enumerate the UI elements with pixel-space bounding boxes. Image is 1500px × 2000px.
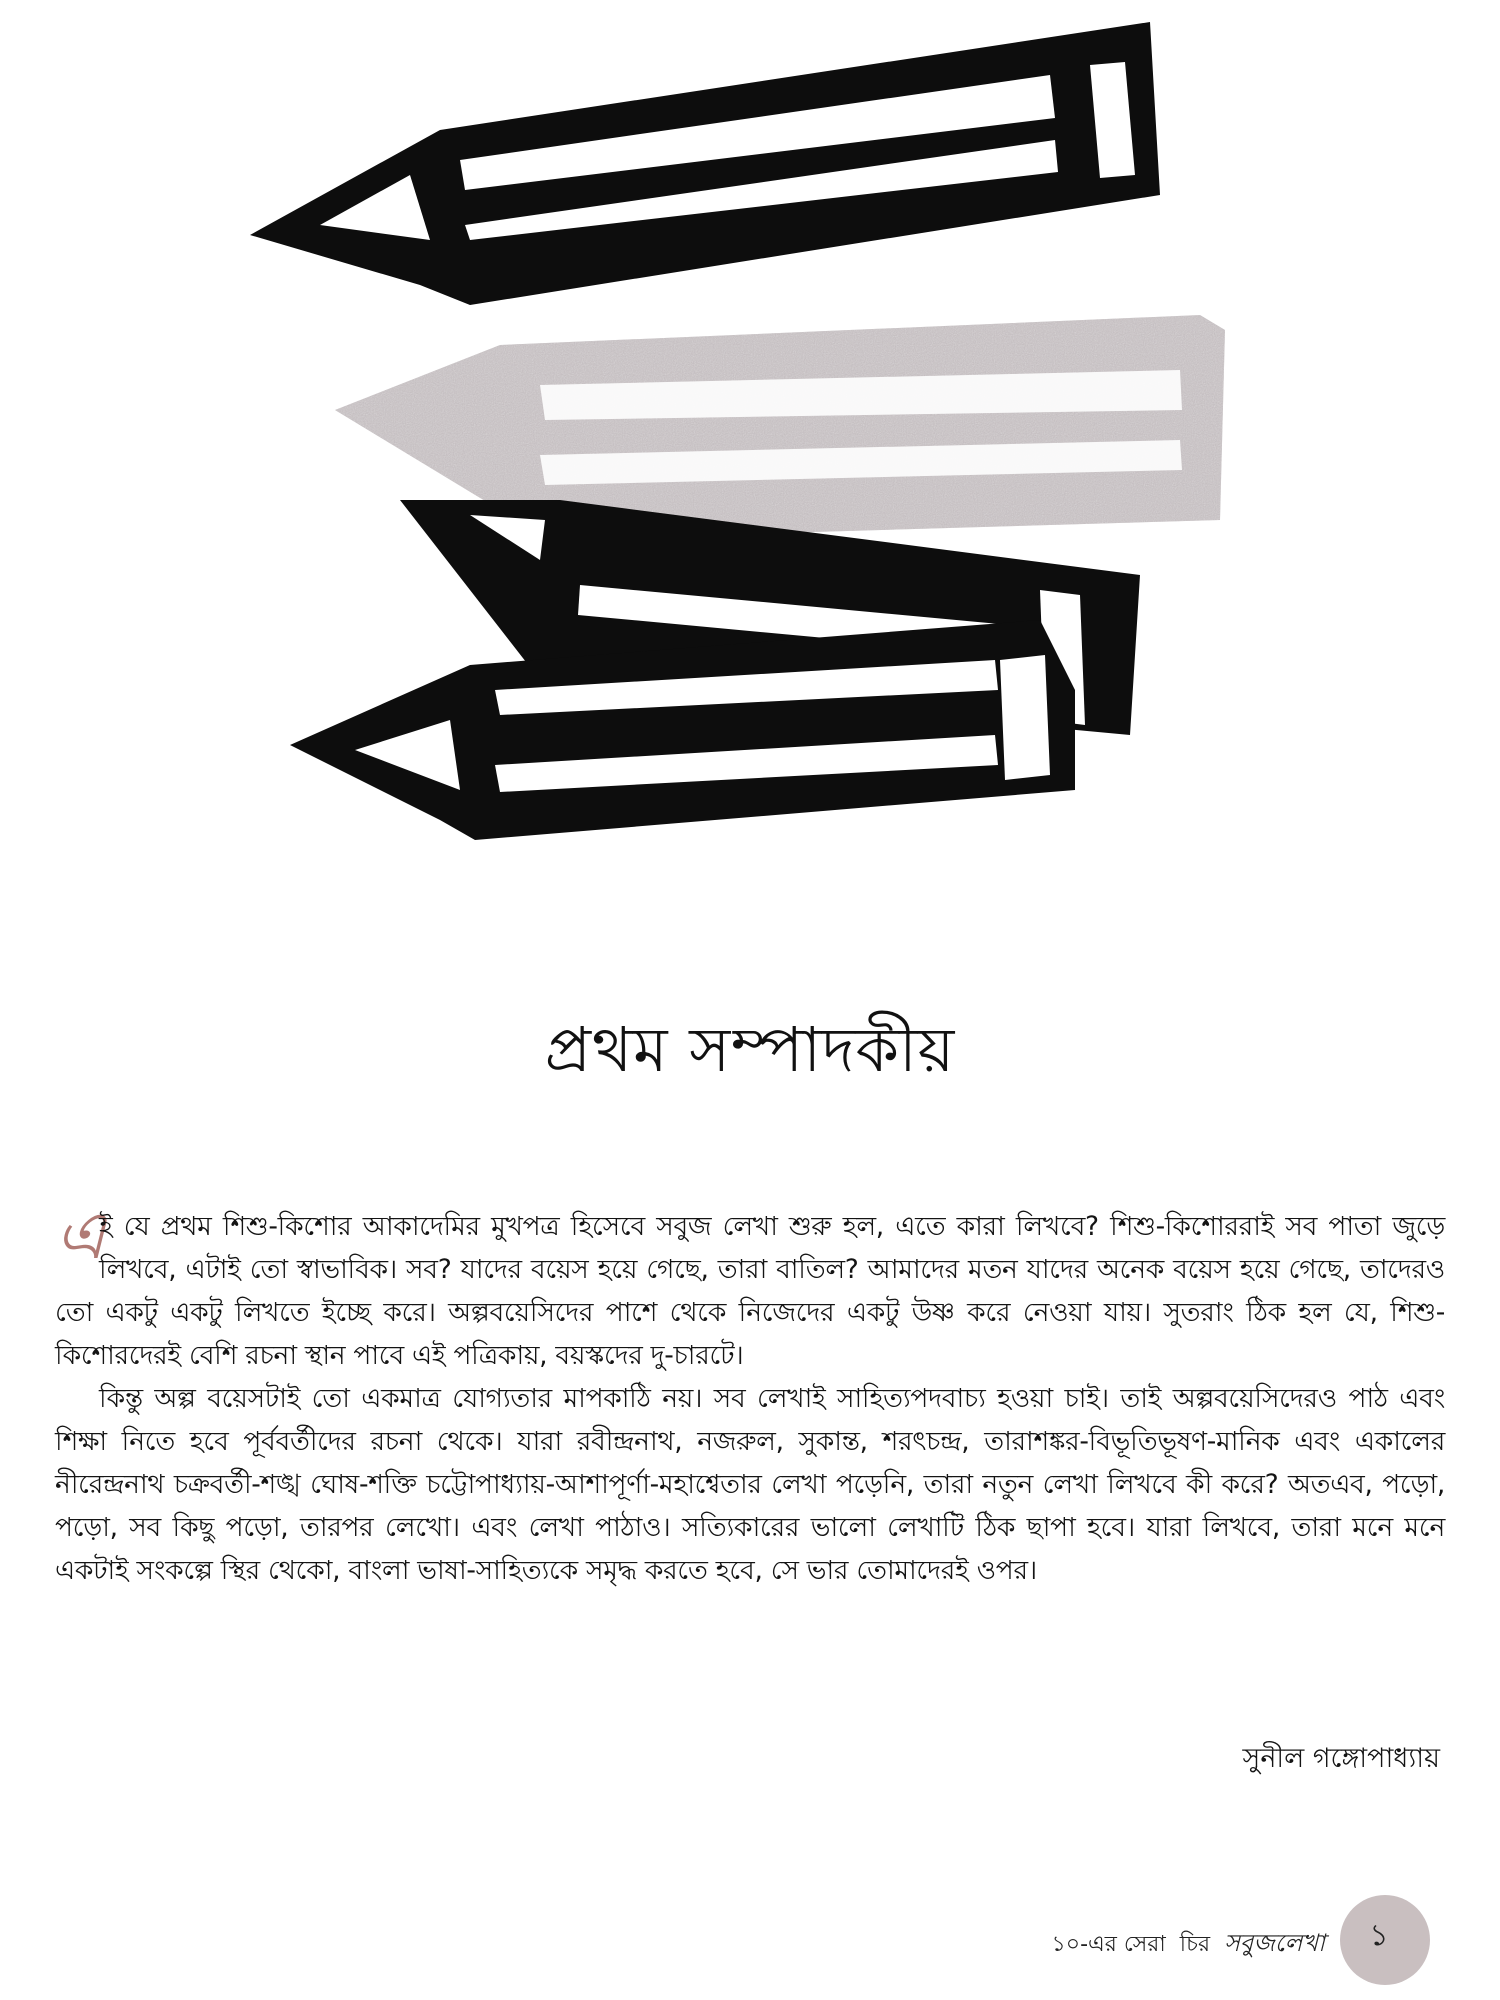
pencil-top-icon bbox=[250, 22, 1160, 305]
pencil-bottom-icon bbox=[290, 620, 1075, 840]
footer-brand: সবুজলেখা bbox=[1224, 1929, 1325, 1957]
page-number-badge bbox=[1340, 1895, 1430, 1985]
paragraph-1 bbox=[55, 1197, 1445, 1377]
page-number: ১ bbox=[1369, 1917, 1389, 1953]
editorial-body bbox=[55, 1197, 1445, 1592]
footer-series: ১০-এর সেরা bbox=[1051, 1932, 1166, 1957]
author-signature: সুনীল গঙ্গোপাধ্যায় bbox=[1242, 1743, 1440, 1774]
page-footer bbox=[1051, 1925, 1325, 1965]
paragraph-2: কিন্তু অল্প বয়েসটাই তো একমাত্র যোগ্যতার মাপকাঠি নয়। সব লেখাই সাহিত্যপদবাচ্য হওয়া চাই। তাই অল্পবয়েসিদেরও পাঠ এবং শিক্ষা নিতে হবে পূর্ববর্তীদের রচনা থেকে। যারা রবীন্দ্রনাথ, নজরুল, সুকান্ত, শরৎচন্দ্র, তারাশঙ্কর-বিভূতিভূষণ-মানিক এবং একালের নীরেন্দ্রনাথ চক্রবর্তী-শঙ্খ ঘোষ-শক্তি চট্টোপাধ্যায়-আশাপূর্ণা-মহাশ্বেতার লেখা পড়েনি, তারা নতুন লেখা লিখবে কী করে? অতএব, পড়ো, পড়ো, সব কিছু পড়ো, তারপর লেখো। এবং লেখা পাঠাও। সত্যিকারের ভালো লেখাটি ঠিক ছাপা হবে। যারা লিখবে, তারা মনে মনে একটাই সংকল্পে স্থির থেকো, বাংলা ভাষা-সাহিত্যকে সমৃদ্ধ করতে হবে, সে ভার তোমাদেরই ওপর। bbox=[55, 1383, 1445, 1586]
page-title: প্রথম সম্পাদকীয় bbox=[544, 1013, 956, 1086]
pencils-illustration bbox=[0, 0, 1500, 880]
footer-label: চির bbox=[1179, 1932, 1211, 1957]
drop-cap: এ bbox=[55, 1197, 105, 1274]
paragraph-1-text: ই যে প্রথম শিশু-কিশোর আকাদেমির মুখপত্র হিসেবে সবুজ লেখা শুরু হল, এতে কারা লিখবে? শিশু-কিশোররাই সব পাতা জুড়ে লিখবে, এটাই তো স্বাভাবিক। সব? যাদের বয়েস হয়ে গেছে, তারা বাতিল? আমাদের মতন যাদের অনেক বয়েস হয়ে গেছে, তাদেরও তো একটু একটু লিখতে ইচ্ছে করে। অল্পবয়েসিদের পাশে থেকে নিজেদের একটু উষ্ণ করে নেওয়া যায়। সুতরাং ঠিক হল যে, শিশু-কিশোরদেরই বেশি রচনা স্থান পাবে এই পত্রিকায়, বয়স্কদের দু-চারটে। bbox=[55, 1211, 1445, 1371]
